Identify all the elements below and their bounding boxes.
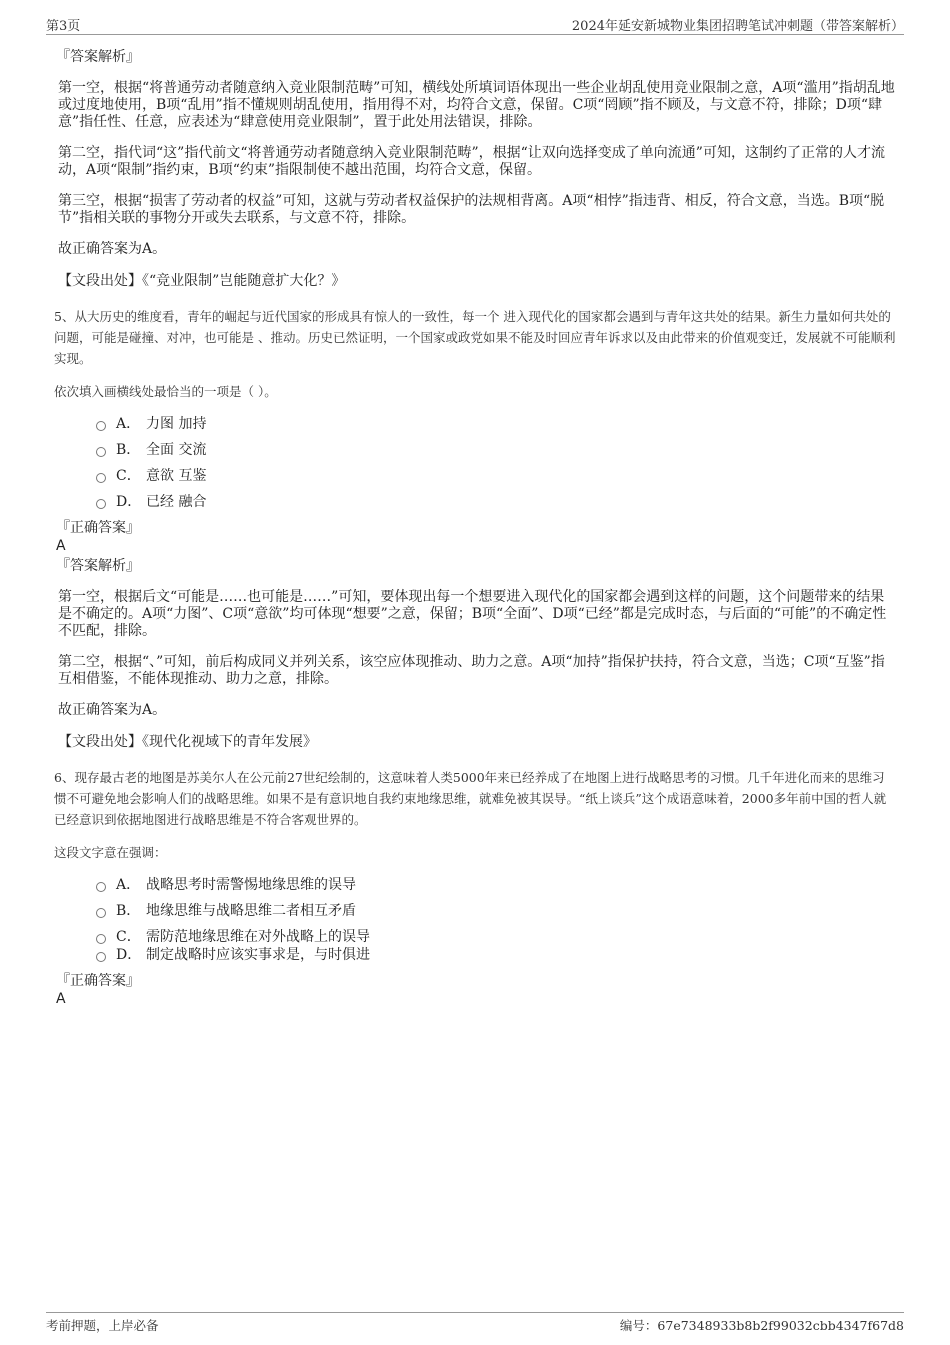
option-key: D．: [116, 947, 142, 963]
correct-answer-label: 『正确答案』: [56, 520, 140, 536]
option-text: 意欲 互鉴: [146, 468, 207, 484]
document-code: 编号：67e7348933b8b2f99032cbb4347f67d8: [619, 1318, 904, 1333]
correct-answer-label: 『正确答案』: [56, 973, 140, 989]
option-d[interactable]: [96, 493, 896, 511]
conclusion: 故正确答案为A。: [58, 241, 167, 257]
question-5-options: [56, 415, 896, 511]
radio-icon[interactable]: [96, 421, 106, 431]
option-text: 全面 交流: [146, 442, 207, 458]
analysis-paragraph-1: 第一空，根据“将普通劳动者随意纳入竞业限制范畴”可知，横线处所填词语体现出一些企业胡乱使用竞业限制之意，A项“滥用”指胡乱地或过度地使用，B项“乱用”指不懂规则胡乱使用，指用得不对，均符合文意，保留。C项“罔顾”指不顾及，与文意不符，排除；D项“肆意”指任性、任意，应表述为“肆意使用竞业限制”，置于此处用法错误，排除。: [58, 80, 895, 130]
option-c[interactable]: [96, 467, 896, 485]
option-a[interactable]: [96, 415, 896, 433]
correct-answer: A: [56, 538, 66, 554]
option-text: 已经 融合: [146, 494, 207, 510]
page-footer: [46, 1312, 904, 1333]
radio-icon[interactable]: [96, 447, 106, 457]
option-text: 战略思考时需警惕地缘思维的误导: [146, 877, 356, 893]
question-6-stem: 6、现存最古老的地图是苏美尔人在公元前27世纪绘制的，这意味着人类5000年来已经养成了在地图上进行战略思考的习惯。几千年进化而来的思维习惯不可避免地会影响人们的战略思维。如果不是有意识地自我约束地缘思维，就难免被其误导。“纸上谈兵”这个成语意味着，2000多年前中国的哲人就已经意识到依据地图进行战略思维是不符合客观世界的。: [54, 770, 887, 827]
page-number: 第3页: [46, 19, 81, 34]
option-key: B．: [116, 903, 141, 919]
question-6-options: [56, 876, 896, 964]
option-text: 地缘思维与战略思维二者相互矛盾: [146, 903, 356, 919]
option-key: D．: [116, 494, 142, 510]
radio-icon[interactable]: [96, 499, 106, 509]
option-d[interactable]: [96, 946, 896, 964]
source-citation: 【文段出处】《现代化视域下的青年发展》: [58, 734, 317, 750]
option-key: B．: [116, 442, 141, 458]
analysis-label: 『答案解析』: [56, 49, 140, 65]
option-text: 力图 加持: [146, 416, 207, 432]
radio-icon[interactable]: [96, 952, 106, 962]
option-key: A．: [116, 416, 141, 432]
option-key: A．: [116, 877, 141, 893]
document-title: 2024年延安新城物业集团招聘笔试冲刺题（带答案解析）: [571, 19, 904, 34]
option-c[interactable]: [96, 928, 896, 946]
source-citation: 【文段出处】《“竞业限制”岂能随意扩大化？》: [58, 273, 346, 289]
radio-icon[interactable]: [96, 882, 106, 892]
conclusion: 故正确答案为A。: [58, 702, 167, 718]
analysis-paragraph-2: 第二空，根据“、”可知，前后构成同义并列关系，该空应体现推动、助力之意。A项“加持”指保护扶持，符合文意，当选；C项“互鉴”指互相借鉴，不能体现推动、助力之意，排除。: [58, 654, 885, 687]
page-content: [56, 40, 896, 1008]
correct-answer: A: [56, 991, 66, 1007]
analysis-paragraph-1: 第一空，根据后文“可能是……也可能是……”可知，要体现出每一个想要进入现代化的国家都会遇到这样的问题，这个问题带来的结果是不确定的。A项“力图”、C项“意欲”均可体现“想要”之意，保留；B项“全面”、D项“已经”都是完成时态，与后面的“可能”的不确定性不匹配，排除。: [58, 589, 887, 639]
analysis-label: 『答案解析』: [56, 558, 140, 574]
page-header: [46, 14, 904, 35]
footer-slogan: 考前押题，上岸必备: [46, 1318, 159, 1333]
option-key: C．: [116, 929, 141, 945]
analysis-paragraph-3: 第三空，根据“损害了劳动者的权益”可知，这就与劳动者权益保护的法规相背离。A项“相悖”指违背、相反，符合文意，当选。B项“脱节”指相关联的事物分开或失去联系，与文意不符，排除。: [58, 193, 885, 226]
question-6-prompt: 这段文字意在强调：: [54, 845, 167, 860]
option-b[interactable]: [96, 902, 896, 920]
option-key: C．: [116, 468, 141, 484]
option-a[interactable]: [96, 876, 896, 894]
question-5-stem: 5、从大历史的维度看，青年的崛起与近代国家的形成具有惊人的一致性，每一个 进入现代化的国家都会遇到与青年这共处的结果。新生力量如何共处的问题，可能是碰撞、对冲，也可能是 、推动。历史已然证明，一个国家或政党如果不能及时回应青年诉求以及由此带来的价值观变迁，发展就不可能顺利实现。: [54, 309, 896, 366]
option-b[interactable]: [96, 441, 896, 459]
option-text: 制定战略时应该实事求是，与时俱进: [146, 947, 370, 963]
question-5-prompt: 依次填入画横线处最恰当的一项是（ ）。: [54, 384, 277, 399]
radio-icon[interactable]: [96, 908, 106, 918]
radio-icon[interactable]: [96, 473, 106, 483]
radio-icon[interactable]: [96, 934, 106, 944]
analysis-paragraph-2: 第二空，指代词“这”指代前文“将普通劳动者随意纳入竞业限制范畴”，根据“让双向选择变成了单向流通”可知，这制约了正常的人才流动，A项“限制”指约束，B项“约束”指限制使不越出范围，均符合文意，保留。: [58, 145, 885, 178]
option-text: 需防范地缘思维在对外战略上的误导: [146, 929, 370, 945]
